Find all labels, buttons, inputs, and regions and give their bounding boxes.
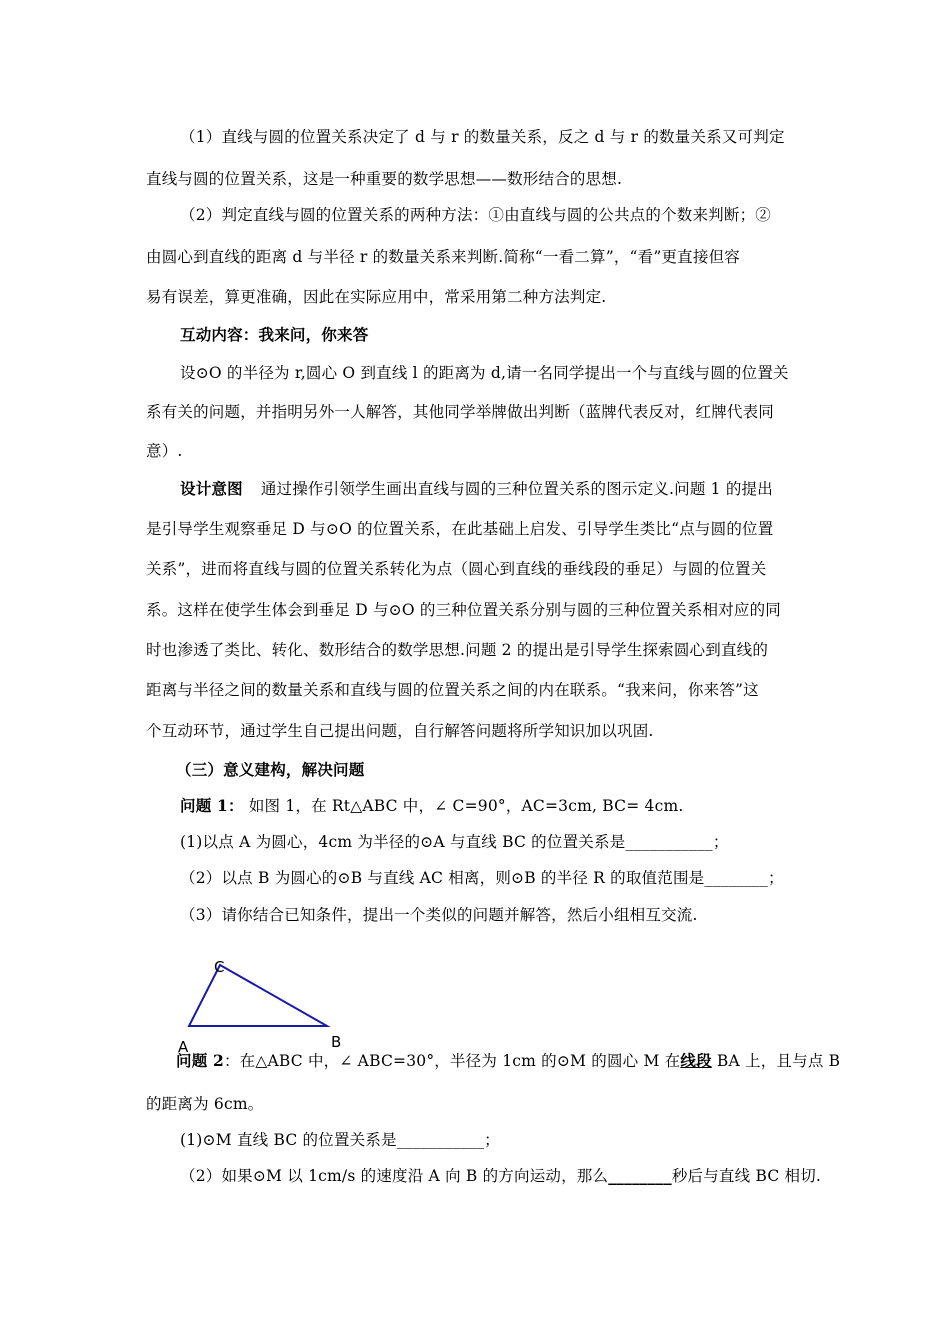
question-2-part-2-text: （2）如果⊙M 以 1cm/s 的速度沿 A 向 B 的方向运动，那么 (180, 1167, 609, 1185)
paragraph-line: 是引导学生观察垂足 D 与⊙O 的位置关系，在此基础上启发、引导学生类比“点与圆的位置 (146, 520, 774, 538)
triangle-diagram (170, 955, 350, 1055)
vertex-label-b: B (331, 1033, 342, 1051)
question-2-text: ：在△ABC 中，∠ ABC=30°，半径为 1cm 的⊙M 的圆心 M 在 (223, 1052, 681, 1070)
paragraph-line: 意）. (146, 442, 183, 460)
question-2-part-2 (180, 1166, 852, 1186)
question-1-text: 如图 1，在 Rt△ABC 中，∠ C=90°，AC=3cm, BC= 4cm. (243, 797, 684, 815)
paragraph-line: 设⊙O 的半径为 r,圆心 O 到直线 l 的距离为 d,请一名同学提出一个与直线与圆的位置关 (180, 364, 789, 382)
line-segment-emphasis: 线段 (680, 1051, 712, 1070)
triangle-abc (189, 965, 327, 1026)
question-2-part-1: (1)⊙M 直线 BC 的位置关系是___________； (180, 1131, 500, 1149)
vertex-label-c: C (214, 958, 225, 976)
paragraph-line: 时也渗透了类比、转化、数形结合的数学思想.问题 2 的提出是引导学生探索圆心到直线的 (146, 641, 769, 659)
paragraph-line: 个互动环节，通过学生自己提出问题，自行解答问题将所学知识加以巩固. (146, 722, 654, 740)
triangle-figure (170, 955, 350, 1055)
paragraph-line: 系。这样在使学生体会到垂足 D 与⊙O 的三种位置关系分别与圆的三种位置关系相对应的同 (146, 601, 782, 619)
question-1-part-3: （3）请你结合已知条件，提出一个类似的问题并解答，然后小组相互交流. (180, 906, 698, 924)
question-2-part-2-end: 秒后与直线 BC 相切. (671, 1167, 822, 1185)
question-2-label: 问题 2 (176, 1051, 224, 1070)
paragraph-line: 易有误差，算更准确，因此在实际应用中，常采用第二种方法判定. (146, 288, 607, 306)
section-heading: （三）意义建构，解决问题 (176, 760, 365, 779)
section-heading: 互动内容：我来问，你来答 (180, 325, 369, 344)
paragraph-line: 的距离为 6cm。 (146, 1095, 264, 1113)
paragraph-line (180, 479, 852, 499)
paragraph-line: 直线与圆的位置关系，这是一种重要的数学思想——数形结合的思想. (146, 170, 623, 188)
question-1-part-2: （2）以点 B 为圆心的⊙B 与直线 AC 相离，则⊙B 的半径 R 的取值范围是________； (180, 869, 784, 887)
paragraph-line: 关系”，进而将直线与圆的位置关系转化为点（圆心到直线的垂线段的垂足）与圆的位置关 (146, 560, 767, 578)
design-intent-label: 设计意图 (180, 479, 243, 498)
paragraph-line: 由圆心到直线的距离 d 与半径 r 的数量关系来判断.简称“一看二算”，“看”更直接但容 (146, 248, 740, 266)
question-1-part-1: (1)以点 A 为圆心，4cm 为半径的⊙A 与直线 BC 的位置关系是___________； (180, 833, 729, 851)
question-1-label: 问题 1： (180, 796, 244, 815)
question-2 (176, 1051, 848, 1071)
design-intent-text: 通过操作引领学生画出直线与圆的三种位置关系的图示定义.问题 1 的提出 (260, 480, 773, 498)
vertex-label-a: A (178, 1038, 189, 1056)
answer-blank: ________ (608, 1166, 672, 1185)
paragraph-line: （1）直线与圆的位置关系决定了 d 与 r 的数量关系，反之 d 与 r 的数量关系又可判定 (180, 128, 785, 146)
question-1 (180, 796, 852, 816)
paragraph-line: 距离与半径之间的数量关系和直线与圆的位置关系之间的内在联系。“我来问，你来答”这 (146, 681, 759, 699)
question-2-text-end: BA 上，且与点 B (711, 1052, 841, 1070)
paragraph-line: （2）判定直线与圆的位置关系的两种方法：①由直线与圆的公共点的个数来判断；② (180, 206, 771, 224)
paragraph-line: 系有关的问题，并指明另外一人解答，其他同学举牌做出判断（蓝牌代表反对，红牌代表同 (146, 403, 775, 421)
